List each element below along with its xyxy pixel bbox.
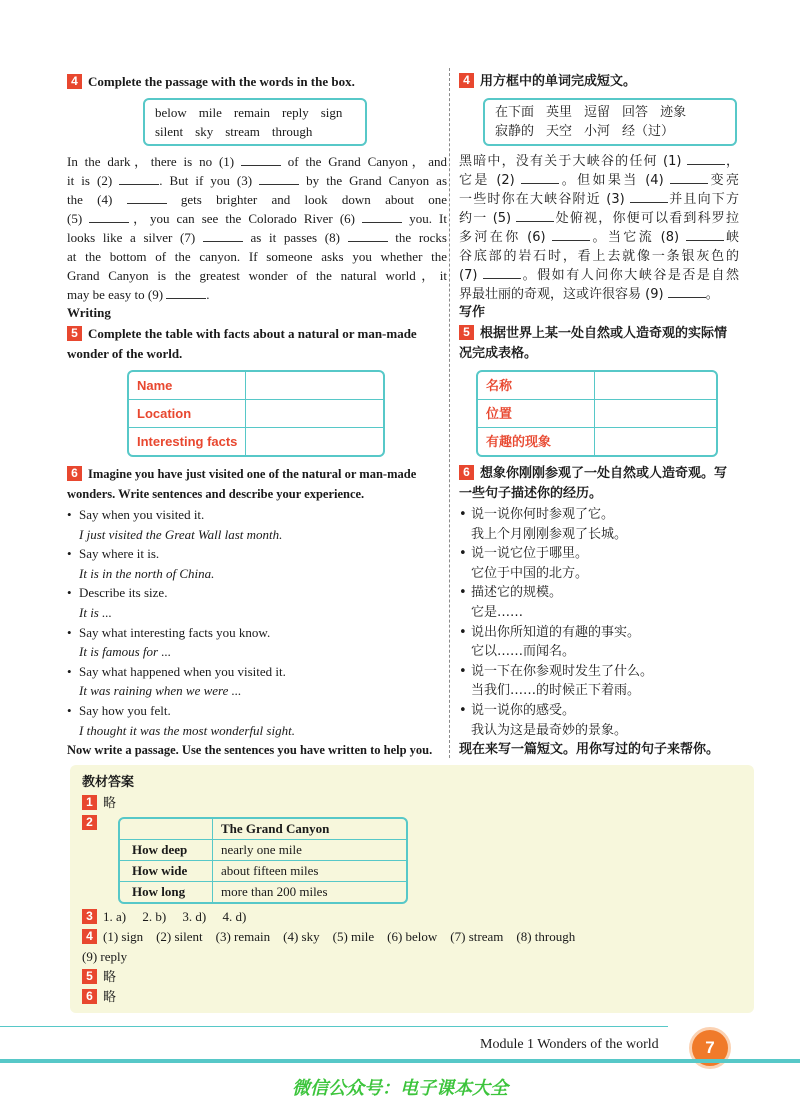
passage-text xyxy=(67,152,447,304)
passage-segment: 变亮 xyxy=(708,173,739,188)
prompt-bullet: • 说出你所知道的有趣的事实。 xyxy=(459,623,739,643)
prompt-list xyxy=(67,505,447,740)
word-box-word: reply xyxy=(281,105,309,120)
answer-4 xyxy=(82,927,575,947)
answer-blank xyxy=(521,171,559,184)
prompt-bullet: • Say how you felt. xyxy=(67,701,447,721)
prompt-example: It is famous for ... xyxy=(79,644,172,660)
fact-row xyxy=(129,400,383,428)
word-box-word: below xyxy=(155,105,187,120)
table-row-value: more than 200 miles xyxy=(221,884,328,899)
table-row-value: nearly one mile xyxy=(221,842,302,857)
word-box-row-1 xyxy=(495,103,725,122)
fact-label: 名称 xyxy=(478,372,595,399)
prompt-bullet: • 描述它的规模。 xyxy=(459,583,739,603)
passage-segment: 峡 xyxy=(723,230,739,245)
prompt-example: 我上个月刚刚参观了长城。 xyxy=(471,526,628,542)
prompt-bullet: • 说一下在你参观时发生了什么。 xyxy=(459,662,739,682)
answer-4-continued: (9) reply xyxy=(82,949,128,964)
word-box-word: sign xyxy=(320,105,343,120)
answer-blank xyxy=(259,172,299,185)
table-row-label: How wide xyxy=(120,861,213,881)
passage-segment: 。假如有人问你大峡谷是否是自然 xyxy=(521,268,739,283)
passage-line xyxy=(67,266,447,285)
answers-title: 教材答案 xyxy=(82,775,135,790)
passage-segment: . xyxy=(206,287,210,302)
word-box-word: 经（过） xyxy=(622,124,675,139)
word-box-word: 在下面 xyxy=(495,105,535,120)
exercise-6-heading-zh xyxy=(459,464,739,504)
answer-blank xyxy=(127,191,167,204)
prompt-bullet: • 说一说你的感受。 xyxy=(459,701,739,721)
answer-2 xyxy=(82,813,103,833)
prompt-bullet: • Describe its size. xyxy=(67,583,447,603)
word-box-word: 迹象 xyxy=(660,105,687,120)
exercise-6-title-zh: 想象你刚刚参观了一处自然或人造奇观。写一些句子描述你的经历。 xyxy=(459,466,728,501)
passage-segment: 约一 (5) xyxy=(459,211,517,226)
prompt-example: 它是…… xyxy=(471,604,524,620)
answer-blank xyxy=(552,228,590,241)
word-box-word: through xyxy=(271,124,313,139)
word-box-word: 天空 xyxy=(546,124,573,139)
answer-blank xyxy=(348,229,388,242)
writing-label: Writing xyxy=(67,305,111,320)
prompt-bullet: • 说一说它位于哪里。 xyxy=(459,544,739,564)
passage-line xyxy=(67,171,447,190)
footer-rule xyxy=(0,1026,668,1027)
passage-segment: 一些时你在大峡谷附近 (3) xyxy=(459,192,631,207)
passage-segment: ，you can see the Colorado River (6) xyxy=(129,211,363,226)
answer-5 xyxy=(82,967,116,988)
prompt-example: It is in the north of China. xyxy=(79,565,215,581)
passage-segment: 处俯视，你便可以看到科罗拉 xyxy=(554,211,739,226)
answer-blank xyxy=(686,228,724,241)
passage-segment: of the Grand Canyon，and xyxy=(280,154,447,169)
passage-segment: by the Grand Canyon as xyxy=(299,173,448,188)
answer-5-text: 略 xyxy=(103,970,117,985)
word-box-word: sky xyxy=(195,124,214,139)
passage-segment: looks like a silver (7) xyxy=(67,230,203,245)
passage-line xyxy=(67,285,447,304)
table-row-label: How long xyxy=(120,882,213,902)
table-row xyxy=(120,882,406,902)
prompt-example: I just visited the Great Wall last month. xyxy=(79,526,283,542)
prompt-bullet: • Say where it is. xyxy=(67,544,447,564)
exercise-number-badge: 5 xyxy=(67,326,82,341)
fact-label: 位置 xyxy=(478,400,595,427)
answer-blank xyxy=(668,285,706,298)
module-title: Module 1 Wonders of the world xyxy=(480,1037,659,1052)
answer-6-text: 略 xyxy=(103,990,117,1005)
passage-segment: 。当它流 (8) xyxy=(590,230,686,245)
prompt-example: 当我们……的时候正下着雨。 xyxy=(471,683,641,699)
table-row xyxy=(120,840,406,861)
fact-label: Location xyxy=(129,400,246,427)
fact-row xyxy=(129,372,383,400)
passage-line xyxy=(459,209,739,228)
passage-segment: it is (2) xyxy=(67,173,120,188)
prompt-list-zh xyxy=(459,505,739,740)
exercise-number-badge: 4 xyxy=(459,73,474,88)
fact-label: Name xyxy=(129,372,246,399)
passage-segment: 多河在你 (6) xyxy=(459,230,553,245)
passage-segment: (7) xyxy=(459,268,484,283)
exercise-4-title-zh: 用方框中的单词完成短文。 xyxy=(480,74,637,89)
passage-text-zh xyxy=(459,152,739,304)
passage-line xyxy=(459,247,739,266)
answer-number-badge: 2 xyxy=(82,815,97,830)
table-row-value: about fifteen miles xyxy=(221,863,319,878)
exercise-6-title: Imagine you have just visited one of the natural or man-made wonders. Write sentences and describe your experience. xyxy=(67,467,417,501)
prompt-bullet: • Say what interesting facts you know. xyxy=(67,623,447,643)
exercise-5-heading-zh xyxy=(459,324,739,364)
footer-bar xyxy=(0,1059,800,1063)
table-header-row xyxy=(120,819,406,840)
answer-number-badge: 5 xyxy=(82,969,97,984)
word-box xyxy=(143,98,367,146)
word-box-row-1 xyxy=(155,103,355,122)
word-box-row-2 xyxy=(155,122,355,141)
word-box-word: mile xyxy=(198,105,222,120)
exercise-5-heading xyxy=(67,324,447,364)
passage-segment: you. It xyxy=(402,211,447,226)
fact-label: 有趣的现象 xyxy=(478,428,595,455)
fact-row xyxy=(478,400,716,428)
exercise-6-closing-zh: 现在来写一篇短文。用你写过的句子来帮你。 xyxy=(459,742,720,758)
word-box-word: 小河 xyxy=(584,124,611,139)
facts-table xyxy=(127,370,385,457)
prompt-bullet: • 说一说你何时参观了它。 xyxy=(459,505,739,525)
prompt-example: I thought it was the most wonderful sight. xyxy=(79,722,295,738)
answer-number-badge: 4 xyxy=(82,929,97,944)
prompt-example: 它位于中国的北方。 xyxy=(471,565,589,581)
prompt-example: 我认为这是最奇妙的景象。 xyxy=(471,722,628,738)
exercise-5-title: Complete the table with facts about a natural or man-made wonder of the world. xyxy=(67,326,417,361)
passage-segment: In the dark，there is no (1) xyxy=(67,154,241,169)
exercise-4-heading xyxy=(67,72,447,92)
answer-1-text: 略 xyxy=(103,796,117,811)
table-header: The Grand Canyon xyxy=(221,821,330,836)
table-row xyxy=(120,861,406,882)
answer-blank xyxy=(483,266,521,279)
passage-line xyxy=(459,285,739,304)
facts-table-zh xyxy=(476,370,718,457)
answer-blank xyxy=(670,171,708,184)
exercise-number-badge: 4 xyxy=(67,74,82,89)
passage-segment: as it passes (8) xyxy=(242,230,348,245)
exercise-4-heading-zh xyxy=(459,72,739,92)
passage-segment: the (4) xyxy=(67,192,127,207)
word-box-row-2 xyxy=(495,122,725,141)
word-box-word: stream xyxy=(225,124,260,139)
answer-blank xyxy=(630,190,668,203)
passage-line xyxy=(67,209,447,228)
prompt-example: It was raining when we were ... xyxy=(79,683,242,699)
right-exercise-4 xyxy=(459,72,739,302)
exercise-5-title-zh: 根据世界上某一处自然或人造奇观的实际情况完成表格。 xyxy=(459,326,728,361)
left-exercise-5 xyxy=(67,324,447,449)
answer-1 xyxy=(82,793,116,814)
fact-row xyxy=(129,428,383,455)
answer-blank xyxy=(119,172,159,185)
passage-line xyxy=(67,152,447,171)
passage-line xyxy=(459,228,739,247)
exercise-4-title: Complete the passage with the words in the box. xyxy=(88,74,355,89)
word-box-word: remain xyxy=(233,105,270,120)
left-exercise-4 xyxy=(67,72,448,302)
prompt-example: 它以……而闻名。 xyxy=(471,644,576,660)
passage-segment: at the bottom of the canyon. If someone asks you whether the xyxy=(67,249,447,264)
prompt-bullet: • Say when you visited it. xyxy=(67,505,447,525)
answer-3-text: 1. a) 2. b) 3. d) 4. d) xyxy=(103,909,247,924)
grand-canyon-table xyxy=(118,817,408,904)
answer-panel xyxy=(70,765,754,1013)
passage-segment: the rocks xyxy=(387,230,447,245)
answer-blank xyxy=(203,229,243,242)
word-box-word: silent xyxy=(155,124,184,139)
watermark: 微信公众号：电子课本大全 xyxy=(292,1078,508,1099)
writing-label-zh: 写作 xyxy=(459,305,486,320)
passage-segment: . But if you (3) xyxy=(159,173,260,188)
answer-4-text: (1) sign (2) silent (3) remain (4) sky (5) mile (6) below (7) stream (8) through xyxy=(103,929,576,944)
passage-segment: 。但如果当 (4) xyxy=(559,173,671,188)
passage-segment: Grand Canyon is the greatest wonder of the natural world，it xyxy=(67,268,447,283)
left-exercise-6 xyxy=(67,464,447,760)
passage-line xyxy=(459,171,739,190)
answer-number-badge: 6 xyxy=(82,989,97,1004)
passage-segment: 界最壮丽的奇观，这或许很容易 (9) xyxy=(459,287,668,302)
passage-segment: 。 xyxy=(705,287,719,302)
passage-line xyxy=(459,190,739,209)
word-box-zh xyxy=(483,98,737,146)
passage-segment: may be easy to (9) xyxy=(67,287,167,302)
word-box-word: 英里 xyxy=(546,105,573,120)
passage-segment: 黑暗中，没有关于大峡谷的任何 (1) xyxy=(459,154,687,169)
right-exercise-6 xyxy=(459,464,739,760)
prompt-example: It is ... xyxy=(79,604,112,620)
answer-blank xyxy=(241,153,281,166)
passage-line xyxy=(459,266,739,285)
exercise-6-heading xyxy=(67,464,447,504)
table-header-empty xyxy=(120,819,213,839)
right-exercise-5 xyxy=(459,324,739,449)
answer-number-badge: 3 xyxy=(82,909,97,924)
exercise-number-badge: 6 xyxy=(459,465,474,480)
answer-blank xyxy=(516,209,554,222)
fact-row xyxy=(478,372,716,400)
passage-segment: 它是 (2) xyxy=(459,173,522,188)
answer-3 xyxy=(82,907,246,927)
fact-row xyxy=(478,428,716,455)
passage-line xyxy=(67,190,447,209)
passage-line xyxy=(459,152,739,171)
passage-segment: (5) xyxy=(67,211,90,226)
word-box-word: 回答 xyxy=(622,105,649,120)
passage-segment: 谷底部的岩石时，看上去就像一条银灰色的 xyxy=(459,249,739,264)
word-box-word: 寂静的 xyxy=(495,124,535,139)
exercise-number-badge: 5 xyxy=(459,325,474,340)
column-divider xyxy=(449,68,450,758)
answer-blank xyxy=(166,286,206,299)
page-number-badge: 7 xyxy=(689,1027,731,1069)
answer-blank xyxy=(89,210,129,223)
passage-line xyxy=(67,228,447,247)
exercise-number-badge: 6 xyxy=(67,466,82,481)
word-box-word: 逗留 xyxy=(584,105,611,120)
answer-blank xyxy=(687,152,725,165)
prompt-bullet: • Say what happened when you visited it. xyxy=(67,662,447,682)
answer-blank xyxy=(362,210,402,223)
exercise-6-closing: Now write a passage. Use the sentences you have written to help you. xyxy=(67,743,433,758)
passage-segment: gets brighter and look down about one xyxy=(166,192,448,207)
passage-line xyxy=(67,247,447,266)
answer-6 xyxy=(82,987,116,1008)
table-row-label: How deep xyxy=(120,840,213,860)
passage-segment: ， xyxy=(724,154,739,169)
answer-number-badge: 1 xyxy=(82,795,97,810)
passage-segment: 并且向下方 xyxy=(668,192,739,207)
fact-label: Interesting facts xyxy=(129,428,246,455)
